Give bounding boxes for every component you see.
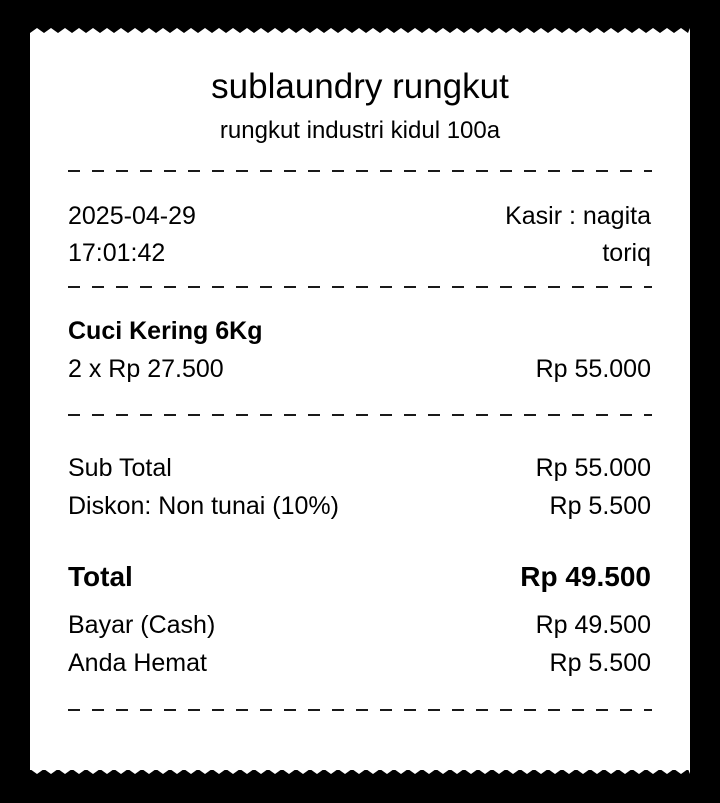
receipt-torn-edge-top: [30, 28, 690, 38]
saved-label: Anda Hemat: [68, 649, 207, 677]
receipt-torn-edge-bottom: [30, 764, 690, 774]
discount-label: Diskon: Non tunai (10%): [68, 492, 339, 520]
cashier-name: Kasir : nagita: [505, 202, 651, 230]
subtotal-label: Sub Total: [68, 454, 172, 482]
paid-label: Bayar (Cash): [68, 611, 216, 639]
divider: [68, 170, 652, 172]
receipt-date: 2025-04-29: [68, 202, 196, 230]
item-amount: Rp 55.000: [535, 355, 651, 383]
customer-name: toriq: [602, 239, 651, 267]
subtotal-value: Rp 55.000: [535, 454, 651, 482]
item-qty-price: 2 x Rp 27.500: [68, 355, 224, 383]
saved-value: Rp 5.500: [549, 649, 651, 677]
item-name: Cuci Kering 6Kg: [68, 317, 263, 345]
store-address: rungkut industri kidul 100a: [219, 117, 501, 144]
paid-value: Rp 49.500: [535, 611, 651, 639]
total-label: Total: [68, 561, 133, 592]
store-name: sublaundry rungkut: [211, 67, 509, 106]
discount-value: Rp 5.500: [549, 492, 651, 520]
divider: [68, 286, 652, 288]
divider: [68, 709, 652, 711]
divider: [68, 414, 652, 416]
total-value: Rp 49.500: [520, 561, 651, 592]
receipt-time: 17:01:42: [68, 239, 166, 267]
